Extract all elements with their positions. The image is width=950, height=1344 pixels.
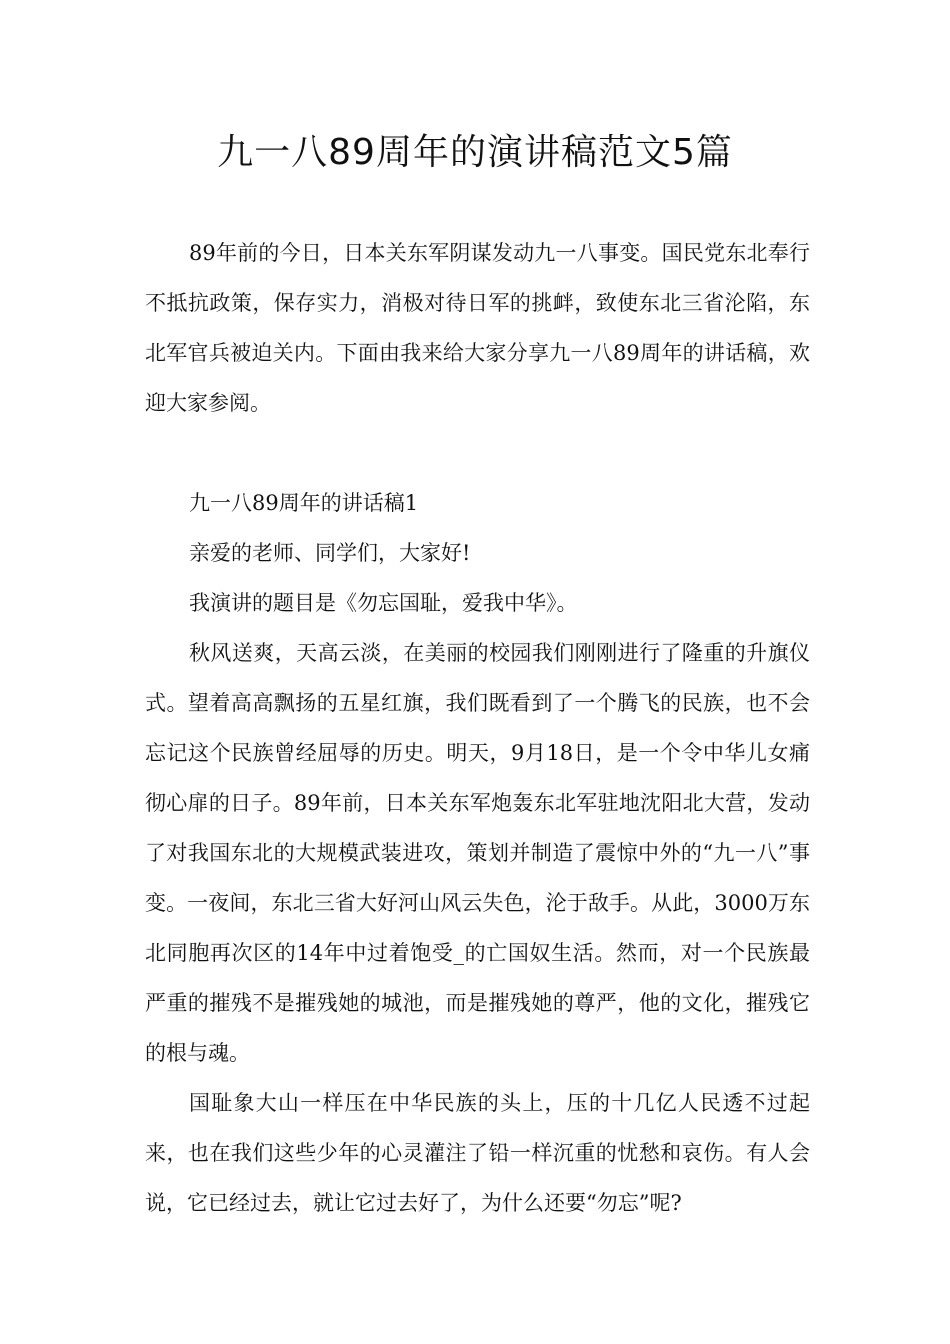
speech-topic: 我演讲的题目是《勿忘国耻，爱我中华》。 [189, 591, 578, 615]
speech-paragraph: 秋风送爽，天高云淡，在美丽的校园我们刚刚进行了隆重的升旗仪式。望着高高飘扬的五星红旗，我们既看到了一个腾飞的民族，也不会忘记这个民族曾经屈辱的历史。明天，9月18日，是一个令中华儿女痛彻心扉的日子。89年前，日本关东军炮轰东北军驻地沈阳北大营，发动了对我国东北的大规模武装进攻，策划并制造了震惊中外的“九一八”事变。一夜间，东北三省大好河山风云失色，沦于敌手。从此，3000万东北同胞再次区的14年中过着饱受_的亡国奴生活。然而，对一个民族最严重的摧残不是摧残她的城池，而是摧残她的尊严，他的文化，摧残它的根与魂。 [145, 641, 810, 1065]
speech-section [145, 478, 810, 1228]
intro-section [145, 228, 810, 428]
speech-heading: 九一八89周年的讲话稿1 [189, 491, 419, 515]
speech-paragraph: 国耻象大山一样压在中华民族的头上，压的十几亿人民透不过起来，也在我们这些少年的心灵灌注了铅一样沉重的忧愁和哀伤。有人会说，它已经过去，就让它过去好了，为什么还要“勿忘”呢? [145, 1091, 810, 1215]
document-title: 九一八89周年的演讲稿范文5篇 [217, 132, 733, 173]
intro-paragraph: 89年前的今日，日本关东军阴谋发动九一八事变。国民党东北奉行不抵抗政策，保存实力，消极对待日军的挑衅，致使东北三省沦陷，东北军官兵被迫关内。下面由我来给大家分享九一八89周年的讲话稿，欢迎大家参阅。 [145, 241, 810, 415]
speech-greeting: 亲爱的老师、同学们，大家好! [189, 541, 471, 565]
